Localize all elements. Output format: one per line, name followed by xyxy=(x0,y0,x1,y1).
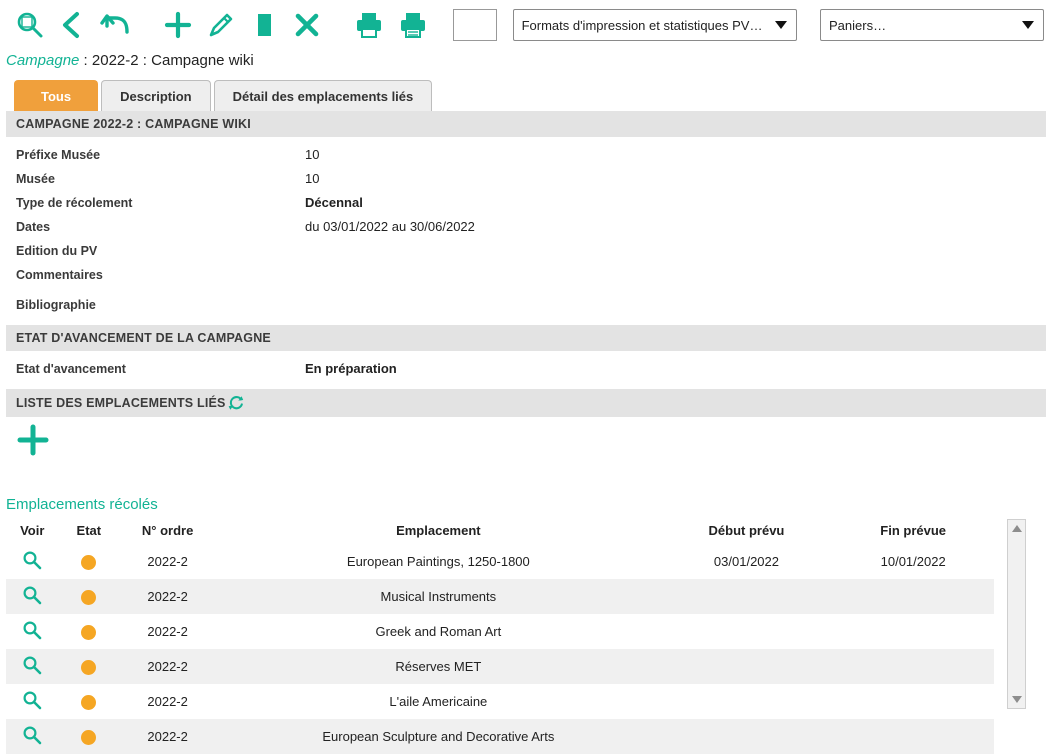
column-header-etat[interactable]: Etat xyxy=(59,519,120,544)
row-status-cell xyxy=(59,719,120,754)
row-debut xyxy=(661,684,833,719)
field-label: Dates xyxy=(16,220,51,234)
row-view-cell[interactable] xyxy=(6,684,59,719)
row-emplacement: Réserves MET xyxy=(216,649,660,684)
row-fin xyxy=(832,649,994,684)
field-label: Préfixe Musée xyxy=(16,148,101,162)
section-header-campagne-label: CAMPAGNE 2022-2 : CAMPAGNE WIKI xyxy=(16,117,251,131)
row-emplacement: European Sculpture and Decorative Arts xyxy=(216,719,660,754)
row-fin xyxy=(832,614,994,649)
row-emplacement: Greek and Roman Art xyxy=(375,624,502,639)
row-view-cell[interactable] xyxy=(6,544,59,579)
row-emplacement: European Paintings, 1250-1800 xyxy=(346,554,530,569)
row-view-cell[interactable] xyxy=(6,649,59,684)
field-label: Musée xyxy=(16,172,55,186)
status-badge xyxy=(81,660,96,675)
field-value: Décennal xyxy=(305,195,363,210)
row-status-cell xyxy=(59,649,120,684)
table-row[interactable] xyxy=(6,544,994,579)
field-value: 10 xyxy=(305,171,320,186)
table-row[interactable] xyxy=(6,614,994,649)
row-status-cell xyxy=(59,614,120,649)
field-prefixe-musee xyxy=(0,143,1052,167)
field-bibliographie xyxy=(0,287,1052,317)
breadcrumb xyxy=(0,50,1052,69)
row-ordre: 2022-2 xyxy=(147,554,188,569)
emplacements-table xyxy=(6,519,994,754)
emplacements-table-wrap xyxy=(6,519,1026,754)
breadcrumb-sep-1: : xyxy=(79,52,92,69)
table-row[interactable] xyxy=(6,684,994,719)
field-dates xyxy=(0,215,1052,239)
breadcrumb-link-campagne[interactable]: Campagne xyxy=(6,52,80,69)
field-commentaires xyxy=(0,263,1052,287)
toolbar-text-input[interactable] xyxy=(453,9,497,41)
view-icon[interactable] xyxy=(22,620,42,643)
field-value: du 03/01/2022 au 30/06/2022 xyxy=(305,219,475,234)
row-debut: 03/01/2022 xyxy=(713,554,779,569)
field-edition-pv xyxy=(0,239,1052,263)
tab-bar xyxy=(0,69,1052,111)
add-plus-icon[interactable] xyxy=(16,423,50,460)
row-fin: 10/01/2022 xyxy=(880,554,946,569)
add-emplacement-row xyxy=(0,417,1052,460)
breadcrumb-title: Campagne wiki xyxy=(151,52,254,69)
tab-description[interactable]: Description xyxy=(101,80,211,111)
row-status-cell xyxy=(59,579,120,614)
field-musee xyxy=(0,167,1052,191)
tab-detail-emplacements[interactable]: Détail des emplacements liés xyxy=(214,80,433,111)
field-etat-avancement xyxy=(0,357,1052,381)
field-label: Type de récolement xyxy=(16,196,133,210)
field-label: Etat d'avancement xyxy=(16,362,126,376)
back-arrow-icon[interactable] xyxy=(51,3,94,47)
column-header-ordre[interactable]: N° ordre xyxy=(119,519,216,544)
print-formats-select[interactable] xyxy=(513,9,797,41)
row-debut xyxy=(661,614,833,649)
status-badge xyxy=(81,730,96,745)
view-icon[interactable] xyxy=(22,690,42,713)
table-row[interactable] xyxy=(6,719,994,754)
view-icon[interactable] xyxy=(22,585,42,608)
column-header-voir[interactable]: Voir xyxy=(6,519,59,544)
row-ordre: 2022-2 xyxy=(147,624,188,639)
section-header-emplacements-label: LISTE DES EMPLACEMENTS LIÉS xyxy=(16,396,226,410)
section-header-campagne xyxy=(6,111,1046,137)
row-view-cell[interactable] xyxy=(6,719,59,754)
row-debut xyxy=(661,719,833,754)
row-emplacement: L'aile Americaine xyxy=(389,694,488,709)
tab-tous[interactable]: Tous xyxy=(14,80,98,111)
refresh-icon[interactable] xyxy=(228,395,244,411)
field-type-recolement xyxy=(0,191,1052,215)
status-badge xyxy=(81,590,96,605)
field-value: En préparation xyxy=(305,361,397,376)
table-row[interactable] xyxy=(6,649,994,684)
row-debut xyxy=(661,649,833,684)
scroll-up-icon[interactable] xyxy=(1008,520,1025,537)
view-icon[interactable] xyxy=(22,655,42,678)
row-fin xyxy=(832,684,994,719)
edit-pencil-icon[interactable] xyxy=(199,3,242,47)
baskets-select-wrap xyxy=(820,9,1044,41)
section-header-avancement xyxy=(6,325,1046,351)
row-fin xyxy=(832,579,994,614)
status-badge xyxy=(81,555,96,570)
table-scrollbar[interactable] xyxy=(1007,519,1026,709)
section-header-avancement-label: ETAT D'AVANCEMENT DE LA CAMPAGNE xyxy=(16,331,271,345)
view-icon[interactable] xyxy=(22,725,42,748)
baskets-select[interactable] xyxy=(820,9,1044,41)
delete-square-icon[interactable] xyxy=(243,3,286,47)
field-label: Bibliographie xyxy=(16,298,96,312)
undo-arrow-icon[interactable] xyxy=(94,3,138,47)
status-badge xyxy=(81,695,96,710)
row-ordre: 2022-2 xyxy=(147,694,188,709)
print-icon[interactable] xyxy=(347,3,391,47)
column-header-emplacement[interactable]: Emplacement xyxy=(216,519,660,544)
list-title: Emplacements récolés xyxy=(6,496,158,513)
row-view-cell[interactable] xyxy=(6,579,59,614)
row-status-cell xyxy=(59,544,120,579)
campagne-fields xyxy=(0,137,1052,317)
table-header-row xyxy=(6,519,994,544)
row-view-cell[interactable] xyxy=(6,614,59,649)
row-ordre: 2022-2 xyxy=(119,649,216,684)
main-toolbar xyxy=(0,0,1052,50)
column-header-fin[interactable]: Fin prévue xyxy=(832,519,994,544)
search-record-icon[interactable] xyxy=(8,3,51,47)
row-emplacement: Musical Instruments xyxy=(216,579,660,614)
breadcrumb-sep-2: : xyxy=(138,52,152,69)
scroll-down-icon[interactable] xyxy=(1008,691,1025,708)
row-ordre: 2022-2 xyxy=(119,719,216,754)
breadcrumb-code: 2022-2 xyxy=(91,52,139,69)
print-preview-icon[interactable] xyxy=(391,3,435,47)
column-header-debut[interactable]: Début prévu xyxy=(661,519,833,544)
row-ordre: 2022-2 xyxy=(119,579,216,614)
field-value: 10 xyxy=(305,147,320,162)
field-label: Edition du PV xyxy=(16,244,98,258)
row-status-cell xyxy=(59,684,120,719)
add-plus-icon[interactable] xyxy=(156,3,199,47)
row-fin xyxy=(832,719,994,754)
field-label: Commentaires xyxy=(16,268,103,282)
print-formats-select-wrap xyxy=(513,9,797,41)
status-badge xyxy=(81,625,96,640)
table-row[interactable] xyxy=(6,579,994,614)
avancement-fields xyxy=(0,351,1052,381)
row-debut xyxy=(661,579,833,614)
view-icon[interactable] xyxy=(22,550,42,573)
section-header-emplacements xyxy=(6,389,1046,417)
close-x-icon[interactable] xyxy=(286,3,329,47)
